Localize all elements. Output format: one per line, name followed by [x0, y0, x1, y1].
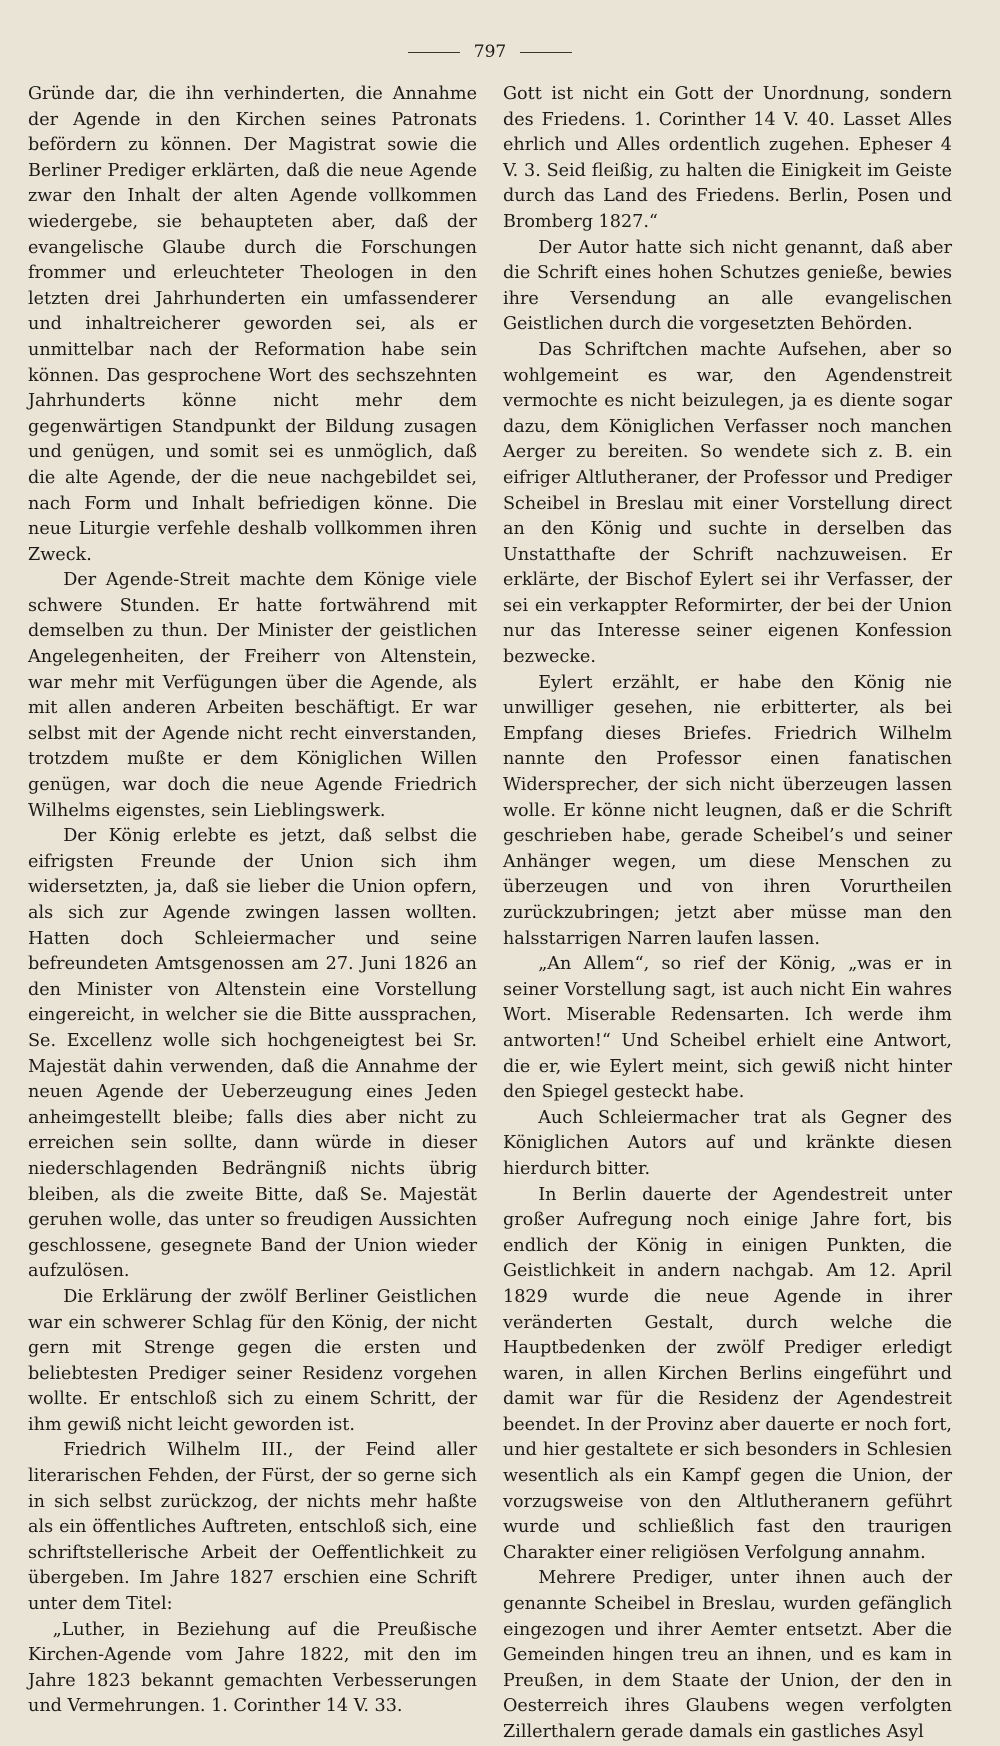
paragraph: Die Erklärung der zwölf Berliner Geistlichen war ein schwerer Schlag für den König, der nicht gern mit Strenge gegen die ersten und beliebtesten Prediger seiner Residenz vorgehen wollte. Er entschloß sich zu einem Schritt, der ihm gewiß nicht leicht geworden ist. — [28, 1286, 477, 1435]
paragraph: Das Schriftchen machte Aufsehen, aber so wohlgemeint es war, den Agendenstreit vermochte es nicht beizulegen, ja es diente sogar dazu, dem Königlichen Verfasser noch manchen Aerger zu bereiten. So wendete sich z. B. ein eifriger Altlutheraner, der Professor und Prediger Scheibel in Breslau mit einer Vorstellung direct an den König und suchte in derselben das Unstatthafte der Schrift nachzuweisen. Er erklärte, der Bischof Eylert sei ihr Verfasser, der sei ein verkappter Reformirter, der bei der Union nur das Interesse seiner eigenen Konfession bezwecke. — [503, 339, 952, 668]
paragraph: „An Allem“, so rief der König, „was er in seiner Vorstellung sagt, ist auch nicht Ein wahres Wort. Miserable Redensarten. Ich werde ihm antworten!“ Und Scheibel erhielt eine Antwort, die er, wie Eylert meint, sich gewiß nicht hinter den Spiegel gesteckt habe. — [503, 954, 952, 1103]
header-rule-right — [520, 52, 572, 53]
text-columns — [28, 82, 952, 1746]
paragraph: Gott ist nicht ein Gott der Unordnung, sondern des Friedens. 1. Corinther 14 V. 40. Lasset Alles ehrlich und Alles ordentlich zugehen. Epheser 4 V. 3. Seid fleißig, zu halten die Einigkeit im Geiste durch das Land des Friedens. Berlin, Posen und Bromberg 1827.“ — [503, 84, 952, 232]
paragraph: Friedrich Wilhelm III., der Feind aller literarischen Fehden, der Fürst, der so gerne sich in sich selbst zurückzog, der nichts mehr haßte als ein öffentliches Auftreten, entschloß sich, eine schriftstellerische Arbeit der Oeffentlichkeit zu übergeben. Im Jahre 1827 erschien eine Schrift unter dem Titel: — [28, 1440, 477, 1615]
paragraph: Auch Schleiermacher trat als Gegner des Königlichen Autors auf und kränkte diesen hierdurch bitter. — [503, 1107, 952, 1179]
page-header — [28, 30, 952, 74]
paragraph: Der König erlebte es jetzt, daß selbst die eifrigsten Freunde der Union sich ihm widersetzten, ja, daß sie lieber die Union opfern, als sich zur Agende zwingen lassen wollten. Hatten doch Schleiermacher und seine befreundeten Amtsgenossen am 27. Juni 1826 an den Minister von Altenstein eine Vorstellung eingereicht, in welcher sie die Bitte aussprachen, Se. Excellenz wolle sich hochgeneigtest bei Sr. Majestät dahin verwenden, daß die Annahme der neuen Agende der Ueberzeugung eines Jeden anheimgestellt bleibe; falls dies aber nicht zu erreichen sein sollte, dann würde in dieser niederschlagenden Bedrängniß nichts übrig bleiben, als die zweite Bitte, daß Se. Majestät geruhen wolle, das unter so freudigen Aussichten geschlossene, gesegnete Band der Union wieder aufzulösen. — [28, 826, 477, 1282]
paragraph: Eylert erzählt, er habe den König nie unwilliger gesehen, nie erbitterter, als bei Empfang dieses Briefes. Friedrich Wilhelm nannte den Professor einen fanatischen Widersprecher, der sich nicht überzeugen lassen wolle. Er könne nicht leugnen, daß er die Schrift geschrieben habe, gerade Scheibel’s und seiner Anhänger wegen, um diese Menschen zu überzeugen und von ihren Vorurtheilen zurückzubringen; jetzt aber müsse man den halsstarrigen Narren laufen lassen. — [503, 672, 952, 949]
left-column — [28, 82, 477, 1746]
quoted-title: „Luther, in Beziehung auf die Preußische Kirchen-Agende vom Jahre 1822, mit den im Jahre 1823 bekannt gemachten Verbesserungen und Vermehrungen. 1. Corinther 14 V. 33. — [28, 1619, 477, 1717]
header-rule-left — [408, 52, 460, 53]
paragraph: Mehrere Prediger, unter ihnen auch der genannte Scheibel in Breslau, wurden gefänglich eingezogen und ihrer Aemter entsetzt. Aber die Gemeinden hingen treu an ihnen, und es kam in Preußen, in dem Staate der Union, der den in Oesterreich ihres Glaubens wegen verfolgten Zillerthalern gerade damals ein gastliches Asyl — [503, 1568, 952, 1742]
paragraph: Der Agende-Streit machte dem Könige viele schwere Stunden. Er hatte fortwährend mit demselben zu thun. Der Minister der geistlichen Angelegenheiten, der Freiherr von Altenstein, war mehr mit Verfügungen über die Agende, als mit allen anderen Arbeiten beschäftigt. Er war selbst mit der Agende nicht recht einverstanden, trotzdem mußte er dem Königlichen Willen genügen, war doch die neue Agende Friedrich Wilhelms eigenstes, sein Lieblingswerk. — [28, 570, 477, 821]
paragraph: Der Autor hatte sich nicht genannt, daß aber die Schrift eines hohen Schutzes genieße, bewies ihre Versendung an alle evangelischen Geistlichen durch die vorgesetzten Behörden. — [503, 237, 952, 335]
paragraph: In Berlin dauerte der Agendestreit unter großer Aufregung noch einige Jahre fort, bis endlich der König in einigen Punkten, die Geistlichkeit in andern nachgab. Am 12. April 1829 wurde die neue Agende in ihrer veränderten Gestalt, durch welche die Hauptbedenken der zwölf Prediger erledigt waren, in allen Kirchen Berlins eingeführt und damit war für die Residenz der Agendestreit beendet. In der Provinz aber dauerte er noch fort, und hier gestaltete er sich besonders in Schlesien wesentlich als ein Kampf gegen die Union, der vorzugsweise von den Altlutheranern geführt wurde und schließlich fast den traurigen Charakter einer religiösen Verfolgung annahm. — [503, 1184, 952, 1563]
right-column — [503, 82, 952, 1746]
paragraph: Gründe dar, die ihn verhinderten, die Annahme der Agende in den Kirchen seines Patronats befördern zu können. Der Magistrat sowie die Berliner Prediger erklärten, daß die neue Agende zwar den Inhalt der alten Agende vollkommen wiedergebe, sie behaupteten aber, daß der evangelische Glaube durch die Forschungen frommer und erleuchteter Theologen in den letzten drei Jahrhunderten ein umfassenderer und inhaltreicherer geworden sei, als er unmittelbar nach der Reformation habe sein können. Das gesprochene Wort des sechszehnten Jahrhunderts könne nicht mehr dem gegenwärtigen Standpunkt der Bildung zusagen und genügen, und somit sei es unmöglich, daß die alte Agende, der die neue nachgebildet sei, nach Form und Inhalt befriedigen könne. Die neue Liturgie verfehle deshalb vollkommen ihren Zweck. — [28, 84, 477, 565]
page-number: 797 — [473, 42, 507, 62]
